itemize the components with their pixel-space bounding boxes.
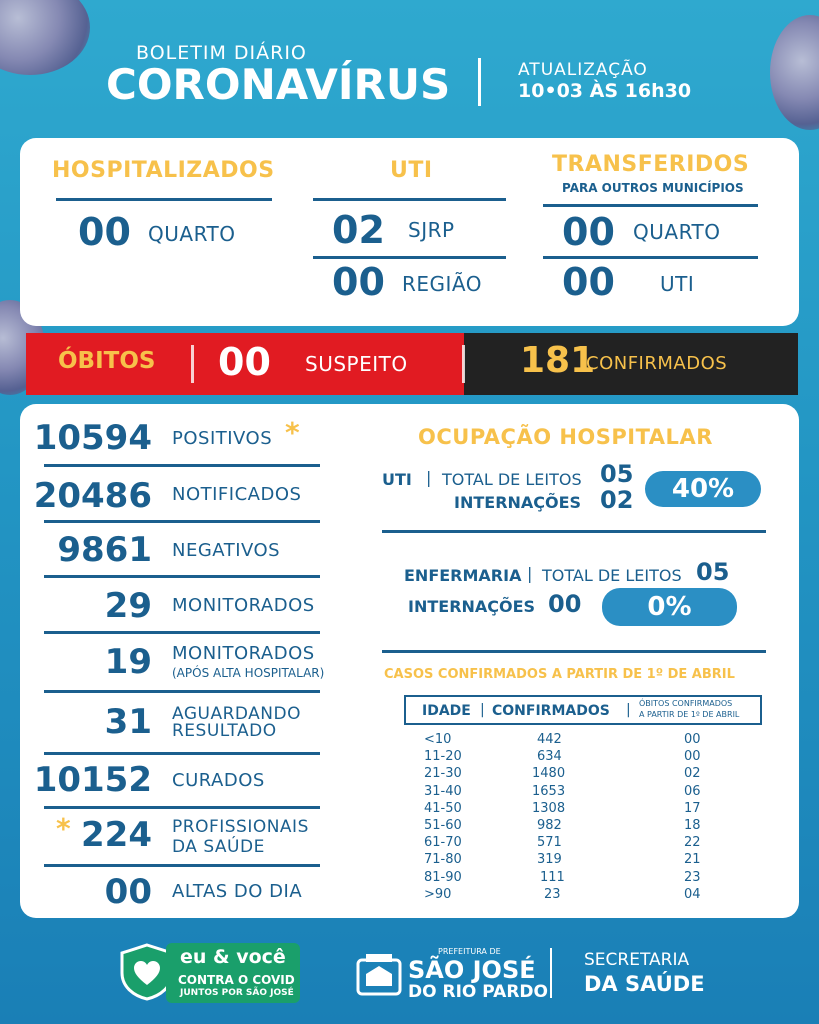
divider — [44, 864, 320, 867]
notificados-num: 20486 — [33, 476, 152, 516]
cell-obitos: 21 — [684, 852, 701, 868]
ocupacao-title: OCUPAÇÃO HOSPITALAR — [418, 425, 713, 449]
cell-confirmados: 111 — [540, 869, 565, 885]
profissionais-label-2: DA SAÚDE — [172, 837, 265, 857]
transferidos-subtitle: PARA OUTROS MUNICÍPIOS — [562, 181, 744, 195]
cell-confirmados: 319 — [537, 852, 562, 868]
cell-obitos: 23 — [684, 869, 701, 885]
cell-obitos: 00 — [684, 749, 701, 765]
cell-idade: <10 — [424, 732, 452, 747]
negativos-label: NEGATIVOS — [172, 540, 281, 561]
enfermaria-percent-pill: 0% — [602, 588, 737, 626]
cell-confirmados: 1480 — [532, 766, 566, 782]
table-row — [404, 749, 762, 766]
table-row — [404, 818, 762, 835]
uti-occ-label: UTI — [382, 470, 412, 489]
hospitalizados-label: QUARTO — [148, 222, 236, 246]
transferidos-quarto-label: QUARTO — [633, 220, 721, 244]
divider — [44, 464, 320, 467]
curados-label: CURADOS — [172, 770, 265, 791]
divider — [44, 752, 320, 755]
monitorados-label: MONITORADOS — [172, 595, 315, 616]
enfermaria-intern-num: 00 — [548, 590, 582, 618]
cell-obitos: 04 — [684, 886, 701, 902]
virus-decoration-top-right — [770, 15, 819, 130]
uti-title: UTI — [390, 158, 433, 183]
cell-obitos: 06 — [684, 783, 701, 799]
cell-idade: 61-70 — [424, 835, 462, 851]
divider — [44, 520, 320, 523]
divider — [382, 650, 766, 653]
enfermaria-total-num: 05 — [696, 558, 730, 586]
table-row — [404, 784, 762, 801]
cell-idade: 11-20 — [424, 749, 462, 765]
cell-confirmados: 982 — [537, 817, 562, 833]
campaign-line3: JUNTOS POR SÃO JOSÉ — [180, 988, 294, 998]
uti-intern-label: INTERNAÇÕES — [454, 493, 582, 512]
th-confirmados: CONFIRMADOS — [492, 703, 610, 719]
profissionais-label: PROFISSIONAIS — [172, 817, 309, 837]
uti-percent-pill: 40% — [645, 471, 761, 507]
divider — [543, 256, 758, 259]
hospitalizados-num: 00 — [78, 210, 131, 254]
secretaria-label: SECRETARIA — [584, 950, 690, 970]
uti-occ-sep: | — [426, 468, 432, 487]
th-obitos-sub: A PARTIR DE 1º DE ABRIL — [639, 710, 740, 719]
curados-num: 10152 — [33, 760, 152, 800]
divider — [44, 690, 320, 693]
obitos-suspeito-num: 00 — [218, 340, 271, 384]
uti-regiao-label: REGIÃO — [402, 272, 483, 296]
monitorados-alta-sub: (APÓS ALTA HOSPITALAR) — [172, 666, 325, 680]
positivos-num: 10594 — [33, 418, 152, 458]
divider — [543, 204, 758, 207]
cell-obitos: 18 — [684, 817, 701, 833]
table-row — [404, 801, 762, 818]
aguardando-label: AGUARDANDO — [172, 704, 301, 724]
obitos-suspeito-label: SUSPEITO — [305, 352, 408, 376]
transferidos-uti-label: UTI — [660, 272, 695, 296]
uti-sjrp-label: SJRP — [408, 218, 455, 242]
cell-idade: 21-30 — [424, 766, 462, 782]
profissionais-num: 224 — [81, 815, 152, 855]
hospitalizados-title: HOSPITALIZADOS — [52, 158, 275, 183]
th-obitos: ÓBITOS CONFIRMADOS — [639, 699, 733, 708]
divider — [44, 631, 320, 634]
obitos-confirmados-label: CONFIRMADOS — [586, 353, 728, 374]
table-row — [404, 732, 762, 749]
positivos-label: POSITIVOS — [172, 428, 273, 449]
table-row — [404, 887, 762, 904]
cell-obitos: 00 — [684, 732, 701, 747]
uti-sjrp-num: 02 — [332, 208, 385, 252]
divider — [44, 806, 320, 809]
enfermaria-total-label: TOTAL DE LEITOS — [542, 566, 682, 585]
positivos-asterisk: * — [285, 416, 300, 449]
casos-table-header — [404, 695, 762, 725]
enfermaria-label: ENFERMARIA — [404, 566, 522, 585]
altas-label: ALTAS DO DIA — [172, 881, 303, 902]
city-name-2: DO RIO PARDO — [408, 982, 548, 1002]
cell-idade: 81-90 — [424, 869, 462, 885]
casos-title: CASOS CONFIRMADOS A PARTIR DE 1º DE ABRIL — [384, 667, 735, 682]
update-value: 10•03 ÀS 16h30 — [518, 80, 692, 102]
band-divider — [191, 345, 194, 383]
cell-idade: 51-60 — [424, 817, 462, 833]
notificados-label: NOTIFICADOS — [172, 484, 302, 505]
casos-table-body — [404, 732, 762, 904]
monitorados-num: 29 — [104, 586, 152, 626]
campaign-banner — [166, 943, 300, 1003]
header-title: CORONAVÍRUS — [106, 60, 451, 109]
header-subtitle: BOLETIM DIÁRIO — [136, 42, 307, 64]
cell-confirmados: 1653 — [532, 783, 566, 799]
altas-num: 00 — [104, 872, 152, 912]
cell-confirmados: 442 — [537, 732, 562, 747]
cell-idade: 31-40 — [424, 783, 462, 799]
table-row — [404, 835, 762, 852]
campaign-title: eu & você — [180, 946, 286, 968]
cell-confirmados: 634 — [537, 749, 562, 765]
secretaria-name: DA SAÚDE — [584, 972, 705, 996]
uti-regiao-num: 00 — [332, 260, 385, 304]
city-crest-icon — [354, 952, 404, 998]
city-name-1: SÃO JOSÉ — [408, 956, 536, 984]
monitorados-alta-label: MONITORADOS — [172, 643, 315, 664]
th-idade: IDADE — [422, 703, 471, 719]
divider — [56, 198, 272, 201]
table-row — [404, 870, 762, 887]
obitos-confirmados-num: 181 — [520, 340, 596, 381]
cell-confirmados: 1308 — [532, 800, 566, 816]
virus-decoration-top-left — [0, 0, 90, 75]
aguardando-label-2: RESULTADO — [172, 721, 277, 741]
transferidos-uti-num: 00 — [562, 260, 615, 304]
cell-idade: >90 — [424, 886, 452, 902]
cell-idade: 41-50 — [424, 800, 462, 816]
uti-intern-num: 02 — [600, 486, 634, 514]
divider — [44, 575, 320, 578]
transferidos-title: TRANSFERIDOS — [552, 152, 750, 177]
header-divider — [478, 58, 481, 106]
divider — [313, 256, 506, 259]
divider — [382, 530, 766, 533]
prefeitura-label: PREFEITURA DE — [438, 947, 501, 956]
obitos-label: ÓBITOS — [58, 348, 156, 374]
th-sep: | — [626, 702, 631, 718]
table-row — [404, 766, 762, 783]
cell-obitos: 02 — [684, 766, 701, 782]
divider — [313, 198, 506, 201]
footer-divider — [550, 948, 552, 998]
enfermaria-intern-label: INTERNAÇÕES — [408, 597, 536, 616]
transferidos-quarto-num: 00 — [562, 210, 615, 254]
monitorados-alta-num: 19 — [104, 642, 152, 682]
campaign-line2: CONTRA O COVID — [178, 973, 295, 987]
negativos-num: 9861 — [57, 530, 152, 570]
cell-confirmados: 23 — [544, 886, 561, 902]
update-label: ATUALIZAÇÃO — [518, 60, 648, 80]
band-divider — [462, 345, 465, 383]
uti-total-label: TOTAL DE LEITOS — [442, 470, 582, 489]
enfermaria-sep: | — [527, 564, 533, 583]
profissionais-asterisk: * — [56, 812, 71, 845]
uti-total-num: 05 — [600, 460, 634, 488]
cell-obitos: 22 — [684, 835, 701, 851]
aguardando-num: 31 — [104, 702, 152, 742]
table-row — [404, 852, 762, 869]
th-sep: | — [480, 702, 485, 718]
cell-idade: 71-80 — [424, 852, 462, 868]
cell-confirmados: 571 — [537, 835, 562, 851]
cell-obitos: 17 — [684, 800, 701, 816]
